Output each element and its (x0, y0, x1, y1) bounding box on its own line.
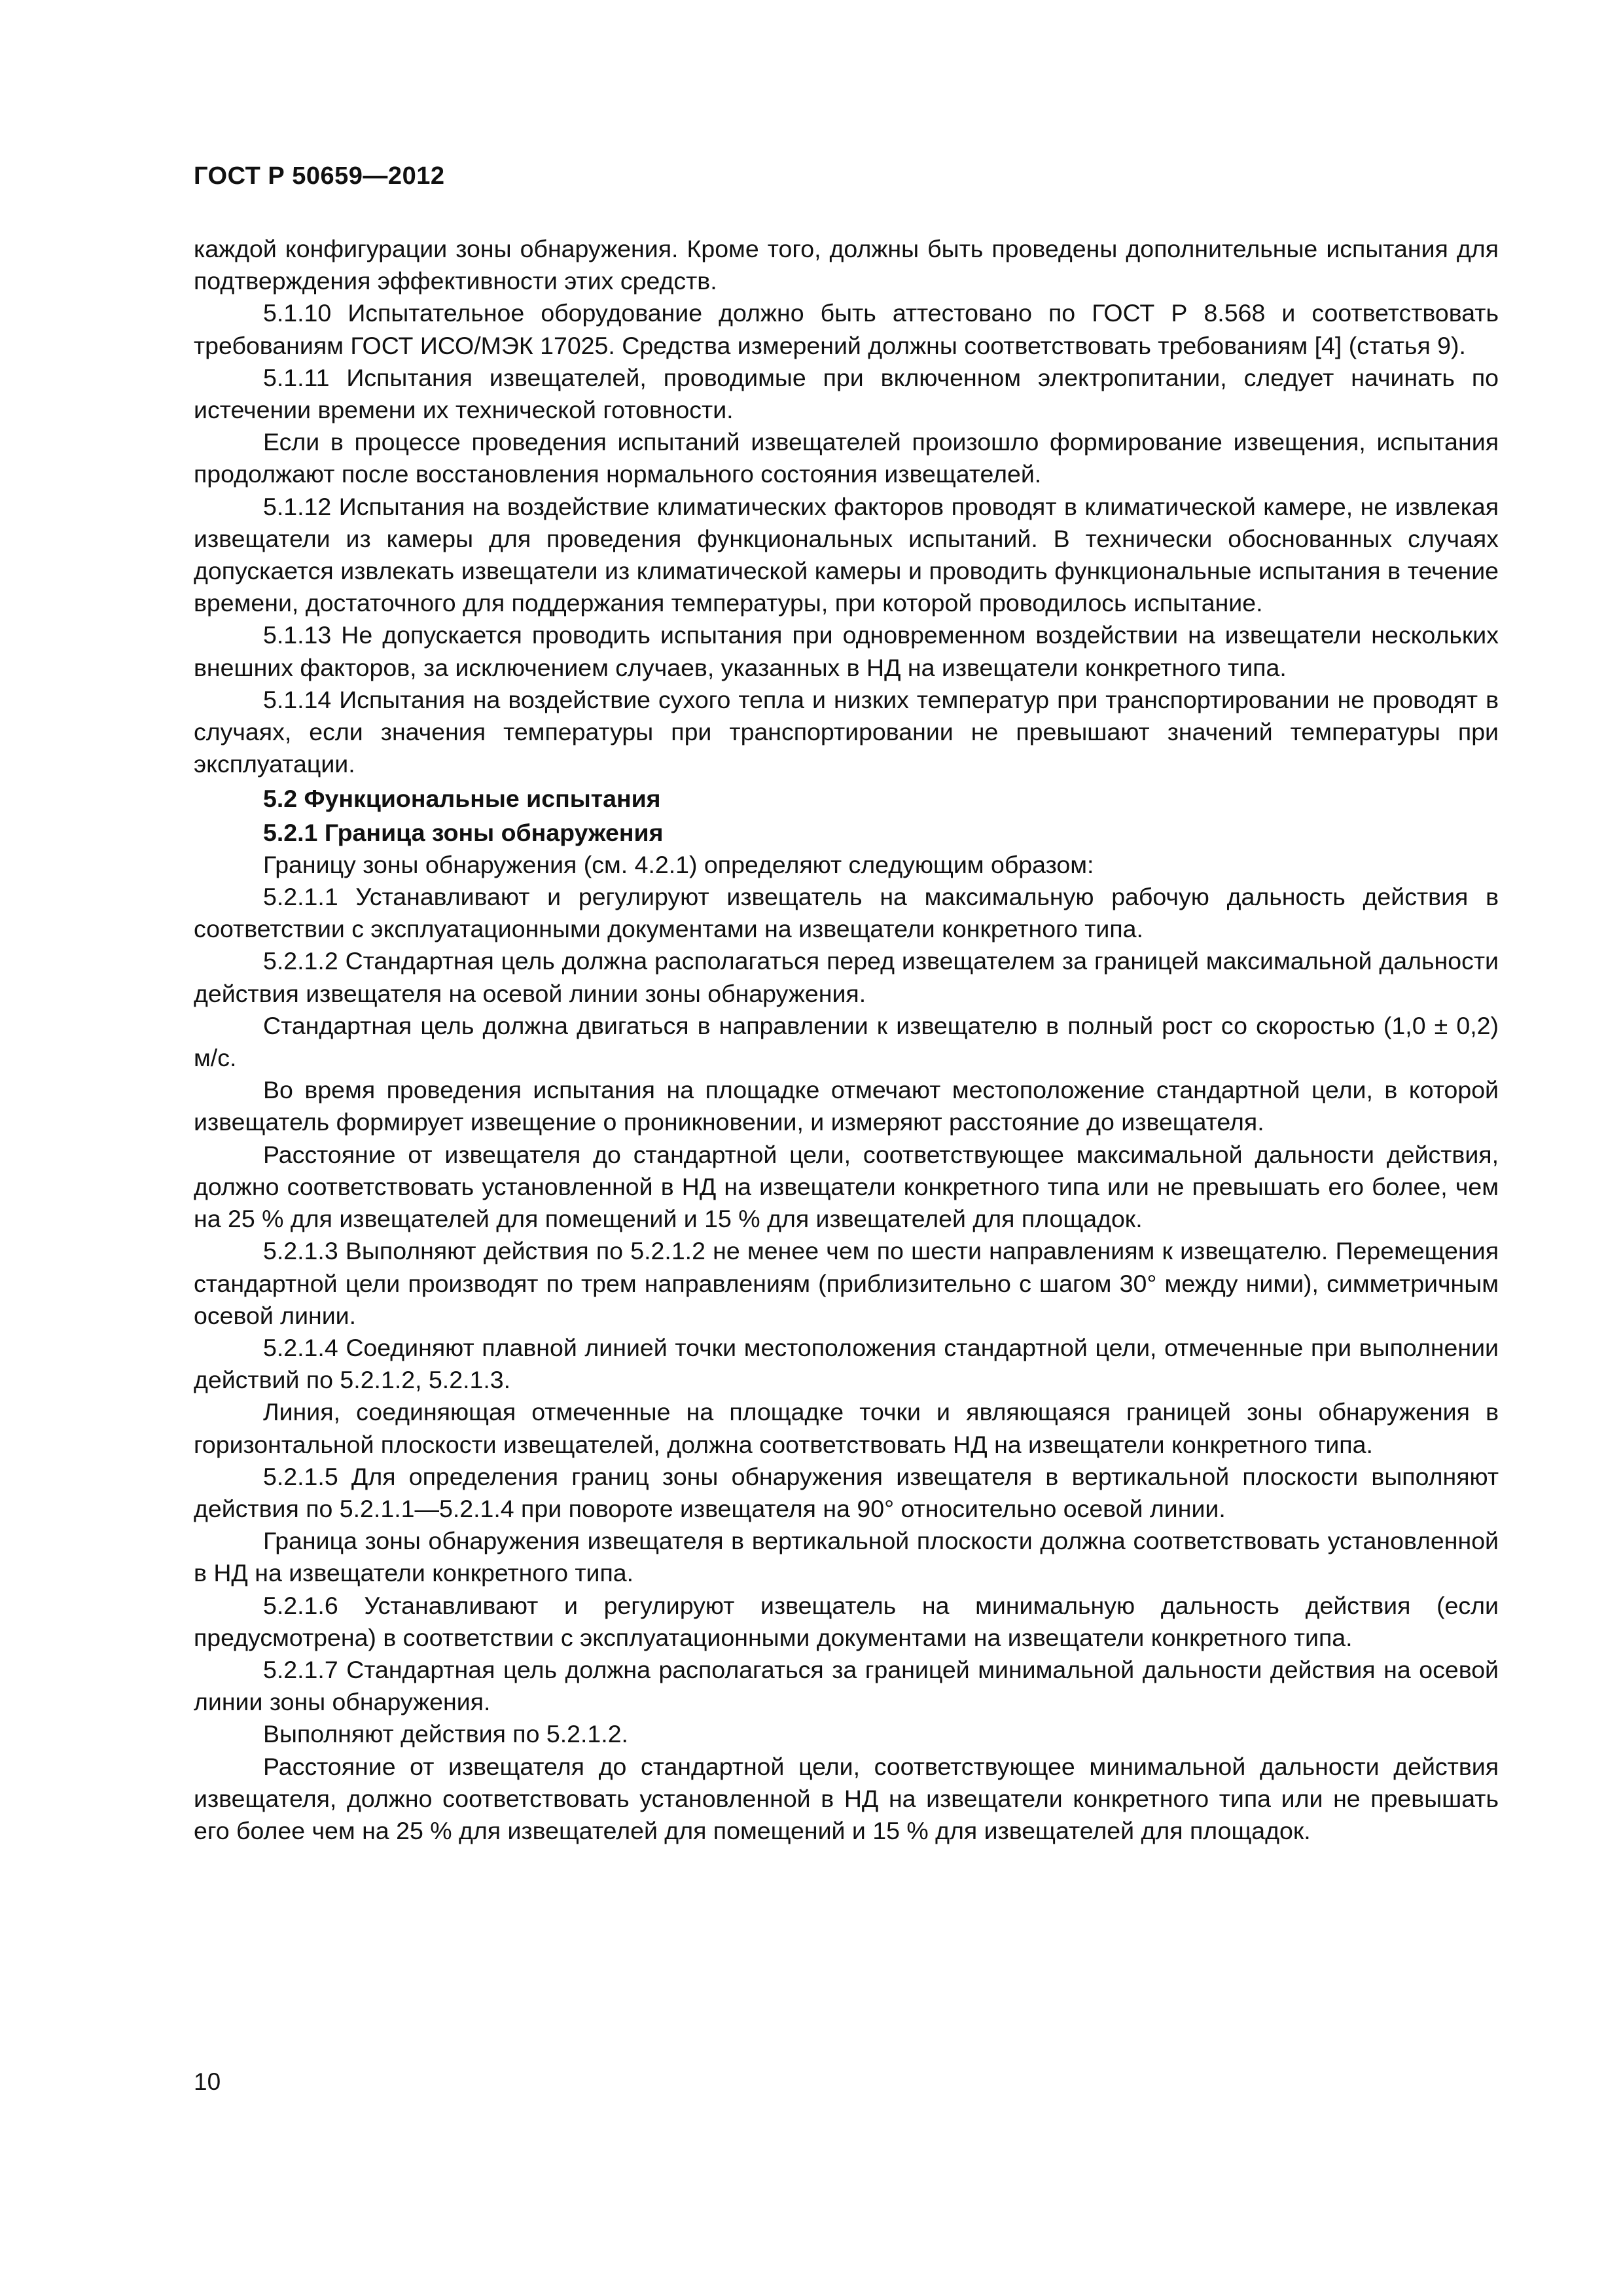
paragraph: Если в процессе проведения испытаний извещателей произошло формирование извещения, испытания продолжают после восстановления нормального состояния извещателей. (194, 428, 1499, 488)
paragraph: Границу зоны обнаружения (см. 4.2.1) определяют следующим образом: (263, 850, 1094, 878)
paragraph-5-2-1-4: 5.2.1.4 Соединяют плавной линией точки местоположения стандартной цели, отмеченные при выполнении действий по 5.2.1.2, 5.2.1.3. (194, 1333, 1499, 1394)
paragraph: Во время проведения испытания на площадке отмечают местоположение стандартной цели, в которой извещатель формирует извещение о проникновении, и измеряют расстояние до извещателя. (194, 1076, 1499, 1136)
paragraph-5-2-1-6: 5.2.1.6 Устанавливают и регулируют извещатель на минимальную дальность действия (если предусмотрена) в соответствии с эксплуатационными документами на извещатели конкретного типа. (194, 1591, 1499, 1651)
paragraph: Расстояние от извещателя до стандартной цели, соответствующее максимальной дальности действия, должно соответствовать установленной в НД на извещатели конкретного типа или не превышать его более, чем на 25 % для извещателей для помещений и 15 % для извещателей для площадок. (194, 1140, 1499, 1233)
paragraph: Выполняют действия по 5.2.1.2. (263, 1720, 628, 1748)
body-text (194, 233, 1499, 1847)
paragraph-5-1-11: 5.1.11 Испытания извещателей, проводимые при включенном электропитании, следует начинать по истечении времени их технической готовности. (194, 363, 1499, 424)
paragraph-5-2-1-2: 5.2.1.2 Стандартная цель должна располагаться перед извещателем за границей максимальной дальности действия извещателя на осевой линии зоны обнаружения. (194, 947, 1499, 1007)
paragraph-5-1-14: 5.1.14 Испытания на воздействие сухого тепла и низких температур при транспортировании не проводят в случаях, если значения температуры при транспортировании не превышают значений температуры при эксплуатации. (194, 685, 1499, 778)
paragraph-5-2-1-1: 5.2.1.1 Устанавливают и регулируют извещатель на максимальную рабочую дальность действия в соответствии с эксплуатационными документами на извещатели конкретного типа. (194, 883, 1499, 943)
paragraph: Линия, соединяющая отмеченные на площадке точки и являющаяся границей зоны обнаружения в горизонтальной плоскости извещателей, должна соответствовать НД на извещатели конкретного типа. (194, 1398, 1499, 1458)
page-number: 10 (194, 2068, 221, 2095)
paragraph-5-1-13: 5.1.13 Не допускается проводить испытания при одновременном воздействии на извещатели нескольких внешних факторов, за исключением случаев, указанных в НД на извещатели конкретного типа. (194, 621, 1499, 681)
paragraph: Граница зоны обнаружения извещателя в вертикальной плоскости должна соответствовать установленной в НД на извещатели конкретного типа. (194, 1527, 1499, 1587)
subsection-heading-5-2-1: 5.2.1 Граница зоны обнаружения (263, 818, 664, 846)
paragraph-5-1-12: 5.1.12 Испытания на воздействие климатических факторов проводят в климатической камере, не извлекая извещатели из камеры для проведения функциональных испытаний. В технически обоснованных случаях допускается извлекать извещатели из климатической камеры и проводить функциональные испытания в течение времени, достаточного для поддержания температуры, при которой проводилось испытание. (194, 492, 1499, 617)
standard-header: ГОСТ Р 50659—2012 (194, 162, 445, 190)
paragraph-5-2-1-7: 5.2.1.7 Стандартная цель должна располагаться за границей минимальной дальности действия на осевой линии зоны обнаружения. (194, 1655, 1499, 1716)
paragraph-5-1-10: 5.1.10 Испытательное оборудование должно быть аттестовано по ГОСТ Р 8.568 и соответствовать требованиям ГОСТ ИСО/МЭК 17025. Средства измерений должны соответствовать требованиям [4] (статья 9). (194, 299, 1499, 359)
paragraph: каждой конфигурации зоны обнаружения. Кроме того, должны быть проведены дополнительные испытания для подтверждения эффективности этих средств. (194, 235, 1499, 295)
paragraph-5-2-1-3: 5.2.1.3 Выполняют действия по 5.2.1.2 не менее чем по шести направлениям к извещателю. Перемещения стандартной цели производят по трем направлениям (приблизительно с шагом 30° между ними), симметричным осевой линии. (194, 1237, 1499, 1329)
paragraph: Расстояние от извещателя до стандартной цели, соответствующее минимальной дальности действия извещателя, должно соответствовать установленной в НД на извещатели конкретного типа или не превышать его более чем на 25 % для извещателей для помещений и 15 % для извещателей для площадок. (194, 1752, 1499, 1844)
section-heading-5-2: 5.2 Функциональные испытания (263, 785, 661, 813)
paragraph: Стандартная цель должна двигаться в направлении к извещателю в полный рост со скоростью (1,0 ± 0,2) м/с. (194, 1011, 1499, 1072)
paragraph-5-2-1-5: 5.2.1.5 Для определения границ зоны обнаружения извещателя в вертикальной плоскости выполняют действия по 5.2.1.1—5.2.1.4 при повороте извещателя на 90° относительно осевой линии. (194, 1462, 1499, 1522)
